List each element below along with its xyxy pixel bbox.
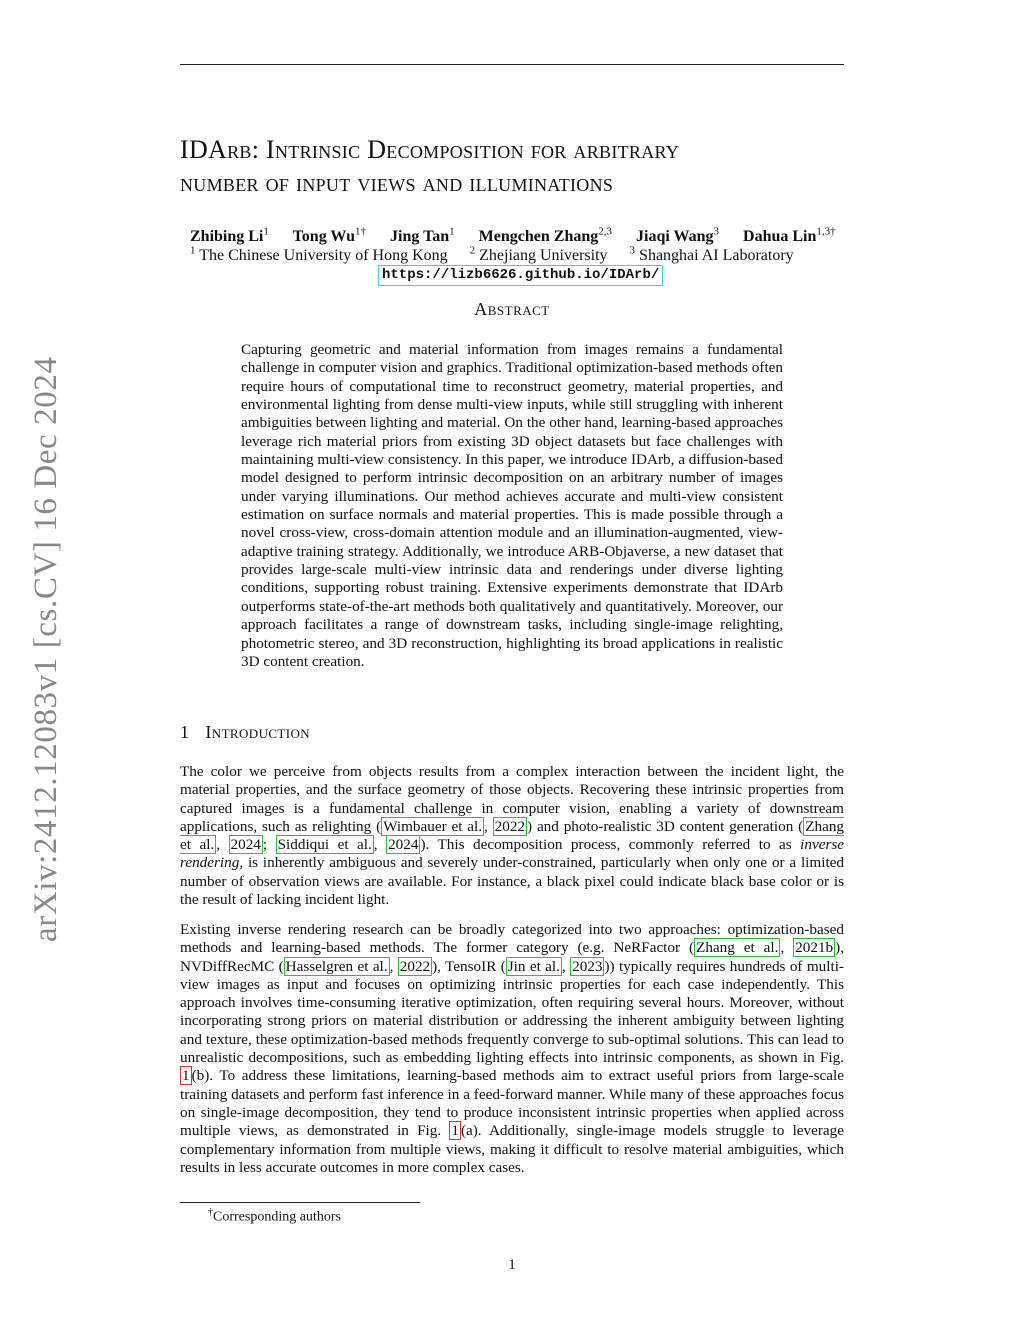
citation-year-link[interactable]: 2024 bbox=[388, 836, 419, 854]
citation-year-link[interactable]: 2023 bbox=[572, 957, 603, 975]
author: Zhibing Li$^1$ bbox=[190, 226, 269, 246]
affiliation: $^3$ Shanghai AI Laboratory bbox=[629, 245, 794, 265]
author: Mengchen Zhang$^{2,3}$ bbox=[478, 226, 612, 246]
section-heading-introduction bbox=[180, 722, 310, 743]
citation-year-link[interactable]: 2024 bbox=[230, 836, 261, 854]
footnote bbox=[208, 1207, 341, 1226]
arxiv-identifier: arXiv:2412.12083v1 [cs.CV] 16 Dec 2024 bbox=[28, 356, 64, 942]
citation-link[interactable]: Hasselgren et al. bbox=[285, 957, 388, 975]
citation-link[interactable]: Zhang et al. bbox=[696, 939, 779, 957]
page-number: 1 bbox=[508, 1257, 516, 1273]
citation-link[interactable]: Zhang et al. bbox=[180, 817, 845, 854]
affiliation: $^1$ The Chinese University of Hong Kong bbox=[190, 245, 448, 265]
citation-link[interactable]: Wimbauer et al. bbox=[383, 817, 483, 835]
header-rule bbox=[180, 64, 844, 65]
author-list bbox=[190, 226, 890, 246]
intro-paragraph-2: Existing inverse rendering research can be broadly categorized into two approaches: optimization-based methods and learning-based methods. The former category (e.g. NeRFactor ( Zhang et al. , 2021b ), NVDiffRecMC ( Hasselgren et al. , 2022 ), TensoIR ( Jin et al. , 2023 )) typically requires hundreds of multi-view images as input and focuses on optimizing intrinsic properties for each case independently. This approach involves time-consuming iterative optimization, often requiring several hours. Moreover, without incorporating strong priors on material distribution or addressing the inherent ambiguity between lighting and texture, these optimization-based methods frequently converge to sub-optimal solutions. This can lead to unrealistic decompositions, such as embedding lighting effects into intrinsic components, as shown in Fig. 1 (b). To address these limitations, learning-based methods aim to extract useful priors from large-scale training datasets and perform fast inference in a feed-forward manner. While many of these approaches focus on single-image decomposition, they tend to produce inconsistent intrinsic properties when applied across multiple views, as demonstrated in Fig. 1 (a). Additionally, single-image models struggle to leverage complementary information from multiple views, making it difficult to resolve material ambiguities, which results in less accurate outcomes in more complex cases. bbox=[180, 921, 844, 1176]
citation-year-link[interactable]: 2022 bbox=[494, 817, 526, 835]
abstract-heading: Abstract bbox=[474, 299, 550, 319]
citation-link[interactable]: Siddiqui et al. bbox=[277, 836, 372, 854]
abstract-text: Capturing geometric and material information from images remains a fundamental challenge in computer vision and graphics. Traditional optimization-based methods often require hours of computational time to reconstruct geometry, material properties, and environmental lighting from dense multi-view inputs, while still struggling with inherent ambiguities between lighting and material. On the other hand, learning-based approaches leverage rich material priors from existing 3D object datasets but face challenges with maintaining multi-view consistency. In this paper, we introduce IDArb, a diffusion-based model designed to perform intrinsic decomposition on an arbitrary number of images under varying illuminations. Our method achieves accurate and multi-view consistent estimation on surface normals and material properties. This is made possible through a novel cross-view, cross-domain attention module and an illumination-augmented, view-adaptive training strategy. Additionally, we introduce ARB-Objaverse, a new dataset that provides large-scale multi-view intrinsic data and renderings under diverse lighting conditions, supporting robust training. Extensive experiments demonstrate that IDArb outperforms state-of-the-art methods both qualitatively and quantitatively. Moreover, our approach facilitates a range of downstream tasks, including single-image relighting, photometric stereo, and 3D reconstruction, highlighting its broad applications in realistic 3D content creation. bbox=[241, 341, 783, 670]
title-line-1: IDArb: Intrinsic Decomposition for arbitrary bbox=[180, 135, 680, 164]
author: Jing Tan$^1$ bbox=[390, 226, 455, 246]
intro-paragraph-1: The color we perceive from objects results from a complex interaction between the incident light, the material properties, and the surface geometry of those objects. Recovering these intrinsic properties from captured images is a fundamental challenge in computer vision, enabling a variety of downstream applications, such as relighting ( Wimbauer et al. , 2022 ) and photo-realistic 3D content generation ( Zhang et al. , 2024 ; Siddiqui et al. , 2024 ). This decomposition process, commonly referred to as inverse rendering, is inherently ambiguous and severely under-constrained, particularly when only one or a limited number of observation views are available. For instance, a black pixel could indicate black base color or is the result of lacking incident light. bbox=[180, 763, 845, 909]
affiliation: $^2$ Zhejiang University bbox=[469, 245, 608, 265]
author: Dahua Lin$^{1,3\dagger}$ bbox=[743, 226, 836, 246]
paper-title bbox=[180, 133, 860, 199]
section-title: Introduction bbox=[205, 722, 311, 742]
project-url-link[interactable]: https://lizb6626.github.io/IDArb/ bbox=[378, 265, 663, 286]
footnote-rule bbox=[180, 1202, 420, 1203]
footnote-mark: † bbox=[208, 1207, 213, 1218]
affiliation-list bbox=[190, 245, 890, 265]
footnote-text: Corresponding authors bbox=[213, 1209, 341, 1225]
citation-link[interactable]: Jin et al. bbox=[507, 957, 560, 975]
citation-year-link[interactable]: 2022 bbox=[399, 957, 431, 975]
title-line-2: number of input views and illuminations bbox=[180, 168, 614, 197]
figure-reference-link[interactable]: 1 bbox=[451, 1122, 459, 1140]
section-number: 1 bbox=[180, 722, 190, 742]
emphasis-term: inverse rendering bbox=[180, 836, 845, 872]
author: Tong $Wu^{1\dagger}$ bbox=[292, 226, 367, 246]
figure-reference-link[interactable]: 1 bbox=[182, 1067, 190, 1085]
author: Jiaqi Wang$^3$ bbox=[636, 226, 720, 246]
citation-year-link[interactable]: 2021b bbox=[795, 939, 834, 957]
